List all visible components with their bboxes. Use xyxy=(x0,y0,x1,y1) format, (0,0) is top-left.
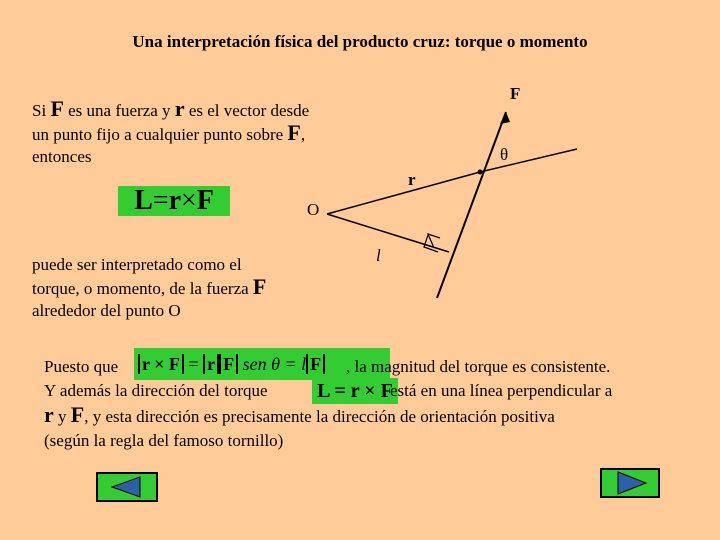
symbol-r: r xyxy=(168,185,181,216)
magnitude-line xyxy=(44,356,714,380)
symbol-L: L xyxy=(134,185,153,216)
magnitude-abs-F: F xyxy=(306,354,325,374)
triangle-left-icon xyxy=(98,474,156,500)
right-angle-marker xyxy=(424,235,438,252)
interpretation-text: alrededor del punto O xyxy=(32,301,181,320)
intro-text: Si xyxy=(32,101,51,120)
direction-text: Y además la dirección del torque xyxy=(44,381,268,400)
symbol-F: F xyxy=(70,402,85,427)
diagram-label-O: O xyxy=(307,200,320,219)
magnitude-text: , la magnitud del torque es consistente. xyxy=(346,357,611,376)
symbol-r: r xyxy=(44,402,54,427)
symbol-F: F xyxy=(50,96,64,121)
symbol-times: × xyxy=(181,185,197,216)
diagram-label-r: r xyxy=(408,170,416,189)
intro-text: es el vector desde xyxy=(184,101,310,120)
direction-line-3: (según la regla del famoso tornillo) xyxy=(44,431,284,450)
magnitude-l: l xyxy=(301,354,307,374)
magnitude-abs-F: F xyxy=(219,354,238,374)
lever-arm-line xyxy=(327,214,449,252)
symbol-equals: = xyxy=(183,354,204,374)
force-line-of-action xyxy=(437,112,509,298)
magnitude-text: Puesto que xyxy=(44,357,119,376)
intro-text: es una fuerza y xyxy=(63,101,175,120)
symbol-r: r xyxy=(174,96,185,121)
page-title: Una interpretación física del producto cruz: torque o momento xyxy=(132,32,588,51)
symbol-F: F xyxy=(196,185,214,216)
diagram-label-theta: θ xyxy=(500,145,509,164)
r-extension-line xyxy=(480,149,577,172)
intro-text: , xyxy=(300,125,306,144)
direction-formula: L = r × F xyxy=(312,378,398,404)
r-vector-line xyxy=(327,172,480,214)
symbol-F: F xyxy=(252,274,267,299)
magnitude-sen-theta: sen θ = xyxy=(238,354,302,374)
force-application-point xyxy=(478,170,483,175)
direction-text: , y esta dirección es precisamente la dirección de orientación positiva xyxy=(84,407,555,426)
magnitude-r-cross-F: r × F xyxy=(138,354,184,374)
direction-line-1 xyxy=(44,380,714,404)
diagram-label-F: F xyxy=(510,84,521,103)
symbol-equals: = xyxy=(152,185,169,216)
direction-text: está en una línea perpendicular a xyxy=(390,381,613,400)
interpretation-text: puede ser interpretado como el xyxy=(32,255,242,274)
previous-slide-button[interactable] xyxy=(96,472,158,502)
diagram-label-l: l xyxy=(376,246,381,265)
direction-line-2 xyxy=(44,404,714,428)
symbol-F: F xyxy=(287,120,301,145)
next-slide-button[interactable] xyxy=(600,468,660,498)
direction-text: y xyxy=(53,407,71,426)
intro-text: entonces xyxy=(32,147,92,166)
magnitude-formula xyxy=(138,353,325,375)
triangle-right-icon xyxy=(602,470,658,496)
magnitude-abs-r: r xyxy=(203,354,219,374)
interpretation-text: torque, o momento, de la fuerza xyxy=(32,279,253,298)
intro-text: un punto fijo a cualquier punto sobre xyxy=(32,125,288,144)
